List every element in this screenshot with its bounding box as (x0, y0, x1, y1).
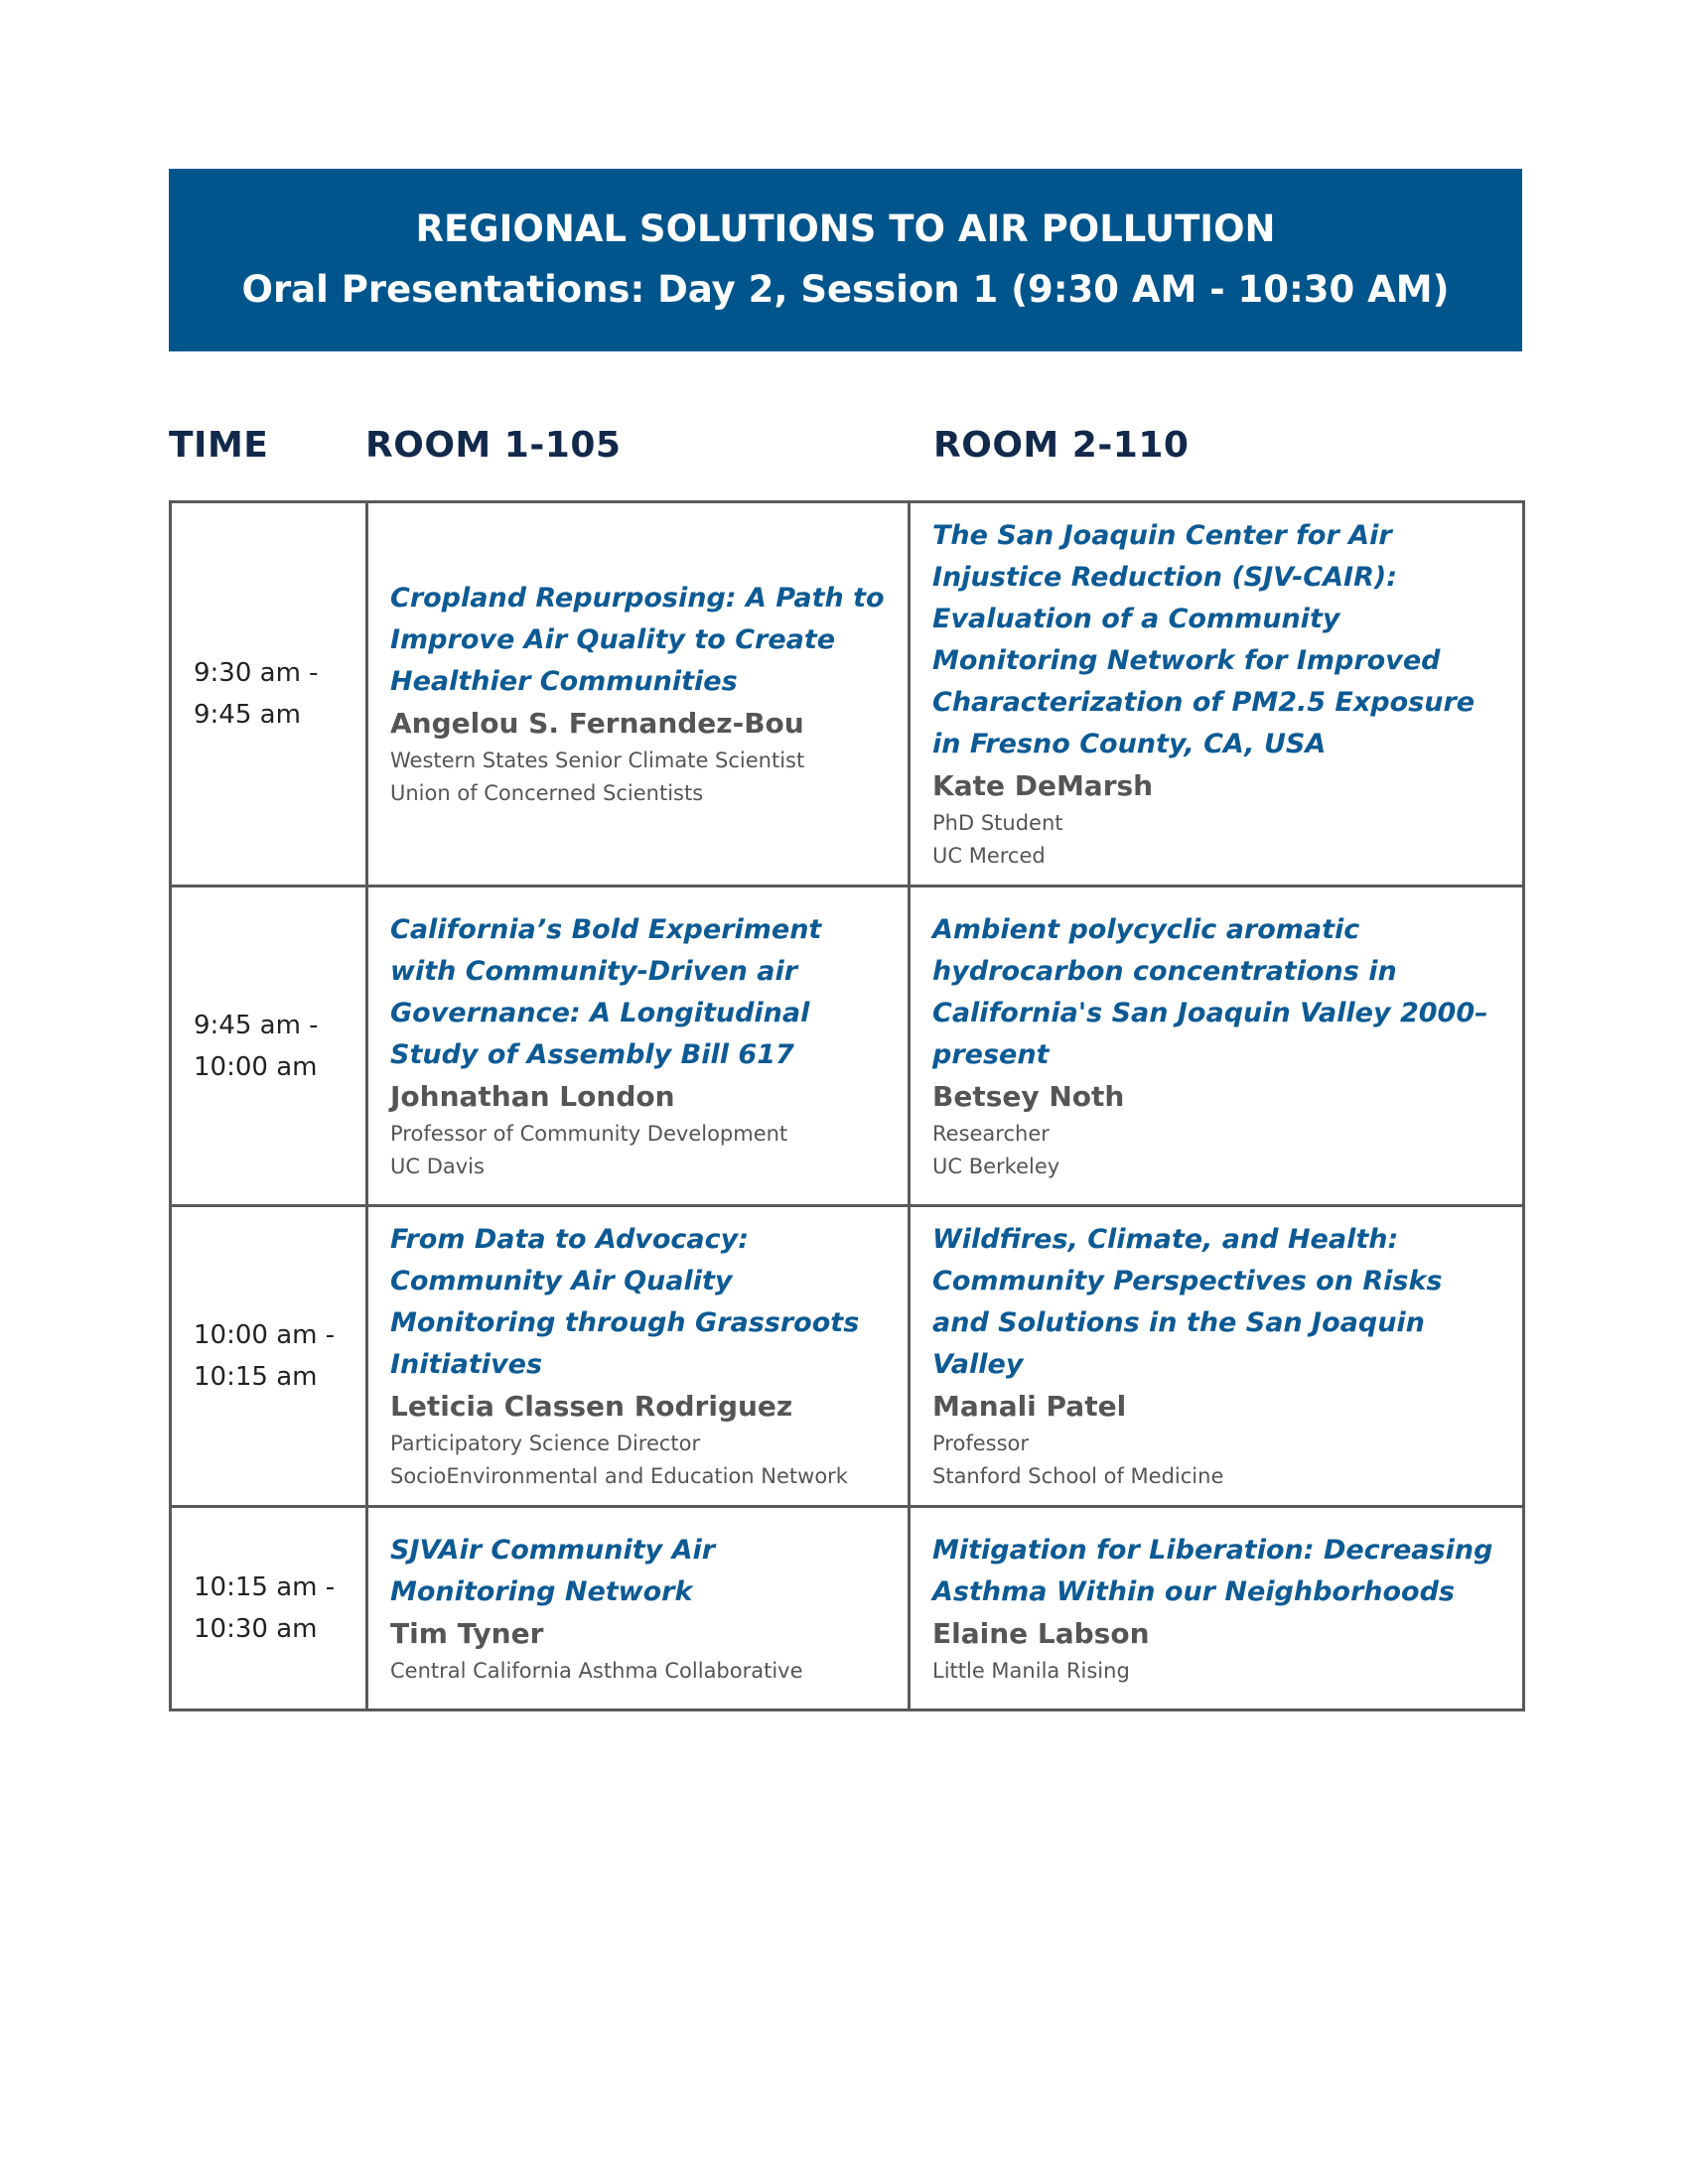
speaker-organization: Little Manila Rising (932, 1658, 1130, 1683)
speaker-name: Angelou S. Fernandez-Bou (390, 707, 804, 740)
table-row (171, 1507, 1524, 1710)
table-row (171, 502, 1524, 887)
time-start: 9:30 am - (194, 658, 319, 688)
presentation-title: SJVAir Community Air Monitoring Network (390, 1534, 716, 1607)
speaker-role: Professor of Community Development (390, 1121, 788, 1146)
speaker-role: Participatory Science Director (390, 1432, 701, 1455)
speaker-organization: UC Merced (932, 844, 1046, 868)
speaker-role: Researcher (932, 1121, 1050, 1146)
presentation-title: The San Joaquin Center for Air Injustice Reduction (SJV-CAIR): Evaluation of a Community Monitoring Network for Improved Characterization of PM2.5 Exposure in Fresno County, CA, USA (932, 520, 1476, 759)
table-row (171, 1206, 1524, 1507)
presentation-title: California’s Bold Experiment with Community-Driven air Governance: A Longitudinal Study of Assembly Bill 617 (390, 913, 822, 1070)
time-end: 10:30 am (194, 1614, 318, 1644)
header-room-2: ROOM 2-110 (933, 425, 1190, 466)
presentation-title: Ambient polycyclic aromatic hydrocarbon concentrations in California's San Joaquin Valley 2000–present (932, 913, 1488, 1070)
time-cell (171, 1206, 367, 1507)
time-end: 10:15 am (194, 1362, 318, 1392)
speaker-name: Tim Tyner (390, 1616, 544, 1650)
speaker-name: Manali Patel (932, 1390, 1127, 1423)
speaker-name: Betsey Noth (932, 1079, 1125, 1113)
speaker-name: Johnathan London (390, 1079, 675, 1113)
time-end: 10:00 am (194, 1051, 318, 1082)
schedule-table (169, 500, 1525, 1711)
time-start: 9:45 am - (194, 1010, 319, 1040)
presentation-title: Cropland Repurposing: A Path to Improve Air Quality to Create Healthier Communities (390, 583, 885, 697)
session-banner (169, 169, 1522, 351)
presentation-cell (367, 1206, 910, 1507)
speaker-organization: Stanford School of Medicine (932, 1464, 1224, 1488)
presentation-title: From Data to Advocacy: Community Air Quality Monitoring through Grassroots Initiatives (390, 1224, 860, 1380)
speaker-organization: UC Davis (390, 1154, 485, 1178)
banner-subtitle: Oral Presentations: Day 2, Session 1 (9:30 AM - 10:30 AM) (241, 268, 1450, 311)
time-cell (171, 502, 367, 887)
table-row (171, 887, 1524, 1206)
presentation-cell (367, 1507, 910, 1710)
speaker-organization: Union of Concerned Scientists (390, 781, 704, 805)
presentation-cell (910, 1507, 1524, 1710)
banner-title: REGIONAL SOLUTIONS TO AIR POLLUTION (415, 207, 1276, 250)
presentation-cell (910, 1206, 1524, 1507)
time-end: 9:45 am (194, 700, 301, 730)
presentation-title: Wildfires, Climate, and Health: Community Perspectives on Risks and Solutions in the San Joaquin Valley (932, 1224, 1443, 1380)
speaker-role: PhD Student (932, 811, 1063, 835)
time-start: 10:15 am - (194, 1572, 336, 1602)
header-room-1: ROOM 1-105 (365, 425, 622, 466)
time-start: 10:00 am - (194, 1320, 336, 1350)
presentation-cell (367, 887, 910, 1206)
presentation-title: Mitigation for Liberation: Decreasing Asthma Within our Neighborhoods (932, 1534, 1493, 1607)
presentation-cell (910, 887, 1524, 1206)
speaker-role: Professor (932, 1432, 1029, 1455)
speaker-organization: SocioEnvironmental and Education Network (390, 1464, 848, 1488)
time-cell (171, 1507, 367, 1710)
speaker-name: Kate DeMarsh (932, 769, 1154, 802)
speaker-name: Leticia Classen Rodriguez (390, 1390, 793, 1423)
presentation-cell (910, 502, 1524, 887)
presentation-cell (367, 502, 910, 887)
speaker-role: Western States Senior Climate Scientist (390, 749, 805, 772)
speaker-name: Elaine Labson (932, 1616, 1150, 1650)
speaker-organization: Central California Asthma Collaborative (390, 1658, 803, 1683)
header-time: TIME (169, 425, 269, 466)
time-cell (171, 887, 367, 1206)
speaker-organization: UC Berkeley (932, 1154, 1060, 1178)
